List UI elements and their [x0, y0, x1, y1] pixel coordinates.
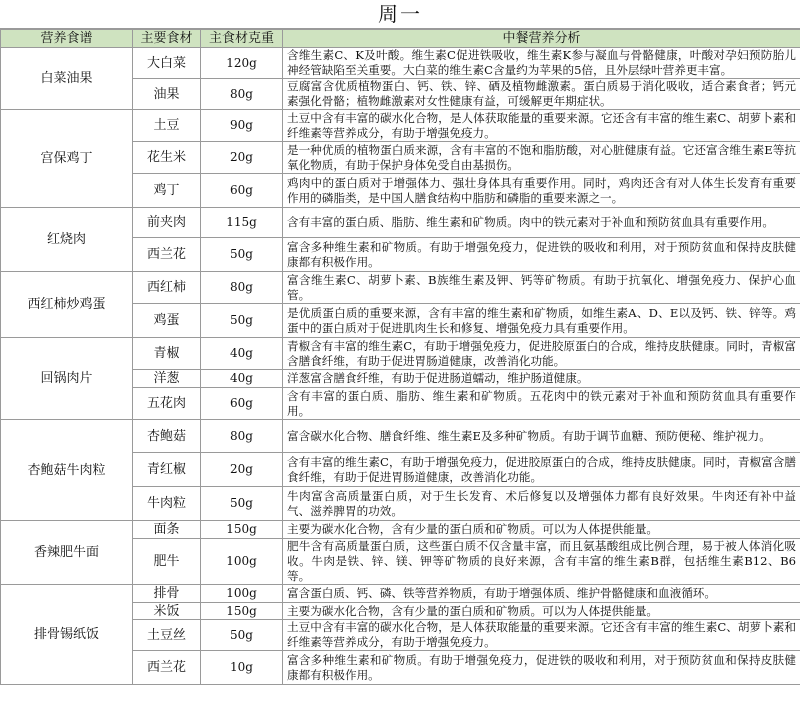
ingredient-name: 大白菜 [133, 48, 201, 79]
header-ingredient: 主要食材 [133, 30, 201, 48]
table-row [1, 420, 800, 453]
nutrition-analysis: 豆腐富含优质植物蛋白、钙、铁、锌、硒及植物雌激素。蛋白质易于消化吸收，适合素食者；钙元素强化骨骼；植物雌激素对女性健康有益，可缓解更年期症状。 [283, 79, 800, 110]
nutrition-analysis: 洋葱富含膳食纤维，有助于促进肠道蠕动，维护肠道健康。 [283, 370, 800, 388]
ingredient-name: 牛肉粒 [133, 487, 201, 521]
dish-name: 白菜油果 [1, 48, 133, 110]
ingredient-weight: 80g [201, 272, 283, 304]
ingredient-weight: 50g [201, 620, 283, 651]
ingredient-name: 前夹肉 [133, 208, 201, 238]
table-row [1, 272, 800, 304]
nutrition-analysis: 富含多种维生素和矿物质。有助于增强免疫力，促进铁的吸收和利用，对于预防贫血和保持皮肤健康都有积极作用。 [283, 238, 800, 272]
ingredient-name: 西兰花 [133, 651, 201, 685]
table-row [1, 585, 800, 603]
ingredient-weight: 60g [201, 174, 283, 208]
ingredient-weight: 80g [201, 79, 283, 110]
ingredient-weight: 60g [201, 388, 283, 420]
ingredient-weight: 100g [201, 585, 283, 603]
header-dish: 营养食谱 [1, 30, 133, 48]
nutrition-analysis: 是一种优质的植物蛋白质来源，含有丰富的不饱和脂肪酸，对心脏健康有益。它还富含维生素E等抗氧化物质，有助于保护身体免受自由基损伤。 [283, 142, 800, 174]
ingredient-name: 米饭 [133, 603, 201, 620]
ingredient-name: 鸡丁 [133, 174, 201, 208]
ingredient-name: 土豆 [133, 110, 201, 142]
ingredient-name: 青红椒 [133, 453, 201, 487]
page-title: 周一 [0, 0, 800, 29]
dish-name: 回锅肉片 [1, 338, 133, 420]
ingredient-weight: 80g [201, 420, 283, 453]
ingredient-weight: 150g [201, 603, 283, 620]
nutrition-analysis: 富含多种维生素和矿物质。有助于增强免疫力，促进铁的吸收和利用，对于预防贫血和保持皮肤健康都有积极作用。 [283, 651, 800, 685]
header-analysis: 中餐营养分析 [283, 30, 800, 48]
ingredient-name: 油果 [133, 79, 201, 110]
ingredient-weight: 50g [201, 304, 283, 338]
ingredient-name: 杏鲍菇 [133, 420, 201, 453]
ingredient-name: 土豆丝 [133, 620, 201, 651]
dish-name: 红烧肉 [1, 208, 133, 272]
nutrition-analysis: 含有丰富的蛋白质、脂肪、维生素和矿物质。五花肉中的铁元素对于补血和预防贫血具有重要作用。 [283, 388, 800, 420]
nutrition-table [0, 29, 800, 685]
ingredient-name: 花生米 [133, 142, 201, 174]
dish-name: 排骨锡纸饭 [1, 585, 133, 685]
dish-name: 香辣肥牛面 [1, 521, 133, 585]
ingredient-name: 肥牛 [133, 539, 201, 585]
ingredient-name: 洋葱 [133, 370, 201, 388]
table-row [1, 338, 800, 370]
ingredient-weight: 20g [201, 142, 283, 174]
ingredient-weight: 115g [201, 208, 283, 238]
nutrition-analysis: 主要为碳水化合物，含有少量的蛋白质和矿物质。可以为人体提供能量。 [283, 521, 800, 539]
ingredient-weight: 90g [201, 110, 283, 142]
ingredient-weight: 100g [201, 539, 283, 585]
ingredient-name: 五花肉 [133, 388, 201, 420]
table-row [1, 208, 800, 238]
nutrition-analysis: 含有丰富的蛋白质、脂肪、维生素和矿物质。肉中的铁元素对于补血和预防贫血具有重要作用。 [283, 208, 800, 238]
ingredient-name: 青椒 [133, 338, 201, 370]
table-row [1, 110, 800, 142]
nutrition-analysis: 牛肉富含高质量蛋白质，对于生长发育、术后修复以及增强体力都有良好效果。牛肉还有补中益气、滋养脾胃的功效。 [283, 487, 800, 521]
ingredient-weight: 40g [201, 370, 283, 388]
nutrition-analysis: 土豆中含有丰富的碳水化合物，是人体获取能量的重要来源。它还含有丰富的维生素C、胡萝卜素和纤维素等营养成分，有助于增强免疫力。 [283, 620, 800, 651]
ingredient-name: 西红柿 [133, 272, 201, 304]
nutrition-analysis: 肥牛含有高质量蛋白质，这些蛋白质不仅含量丰富，而且氨基酸组成比例合理，易于被人体消化吸收。牛肉是铁、锌、镁、钾等矿物质的良好来源，含有丰富的维生素B群，包括维生素B12、B6等。 [283, 539, 800, 585]
table-body [1, 48, 800, 685]
dish-name: 宫保鸡丁 [1, 110, 133, 208]
ingredient-weight: 40g [201, 338, 283, 370]
ingredient-weight: 50g [201, 238, 283, 272]
table-row [1, 48, 800, 79]
header-row [1, 30, 800, 48]
nutrition-analysis: 含维生素C、K及叶酸。维生素C促进铁吸收，维生素K参与凝血与骨骼健康，叶酸对孕妇预防胎儿神经管缺陷至关重要。大白菜的维生素C含量约为苹果的5倍，且外层绿叶营养更丰富。 [283, 48, 800, 79]
ingredient-name: 面条 [133, 521, 201, 539]
ingredient-weight: 50g [201, 487, 283, 521]
nutrition-analysis: 主要为碳水化合物，含有少量的蛋白质和矿物质。可以为人体提供能量。 [283, 603, 800, 620]
ingredient-name: 排骨 [133, 585, 201, 603]
ingredient-weight: 20g [201, 453, 283, 487]
header-weight: 主食材克重 [201, 30, 283, 48]
ingredient-weight: 120g [201, 48, 283, 79]
ingredient-weight: 10g [201, 651, 283, 685]
nutrition-analysis: 土豆中含有丰富的碳水化合物，是人体获取能量的重要来源。它还含有丰富的维生素C、胡萝卜素和纤维素等营养成分，有助于增强免疫力。 [283, 110, 800, 142]
nutrition-analysis: 鸡肉中的蛋白质对于增强体力、强壮身体具有重要作用。同时，鸡肉还含有对人体生长发育有重要作用的磷脂类，是中国人膳食结构中脂肪和磷脂的重要来源之一。 [283, 174, 800, 208]
ingredient-name: 鸡蛋 [133, 304, 201, 338]
nutrition-analysis: 是优质蛋白质的重要来源，含有丰富的维生素和矿物质，如维生素A、D、E以及钙、铁、锌等。鸡蛋中的蛋白质对于促进肌肉生长和修复、增强免疫力具有重要作用。 [283, 304, 800, 338]
ingredient-name: 西兰花 [133, 238, 201, 272]
nutrition-analysis: 富含碳水化合物、膳食纤维、维生素E及多种矿物质。有助于调节血糖、预防便秘、维护视力。 [283, 420, 800, 453]
ingredient-weight: 150g [201, 521, 283, 539]
table-row [1, 521, 800, 539]
dish-name: 西红柿炒鸡蛋 [1, 272, 133, 338]
nutrition-analysis: 富含蛋白质、钙、磷、铁等营养物质，有助于增强体质、维护骨骼健康和血液循环。 [283, 585, 800, 603]
nutrition-analysis: 富含维生素C、胡萝卜素、B族维生素及钾、钙等矿物质。有助于抗氧化、增强免疫力、保护心血管。 [283, 272, 800, 304]
nutrition-analysis: 含有丰富的维生素C，有助于增强免疫力，促进胶原蛋白的合成，维持皮肤健康。同时，青椒富含膳食纤维，有助于促进胃肠道健康，改善消化功能。 [283, 453, 800, 487]
nutrition-analysis: 青椒含有丰富的维生素C，有助于增强免疫力，促进胶原蛋白的合成，维持皮肤健康。同时，青椒富含膳食纤维，有助于促进胃肠道健康，改善消化功能。 [283, 338, 800, 370]
dish-name: 杏鲍菇牛肉粒 [1, 420, 133, 521]
